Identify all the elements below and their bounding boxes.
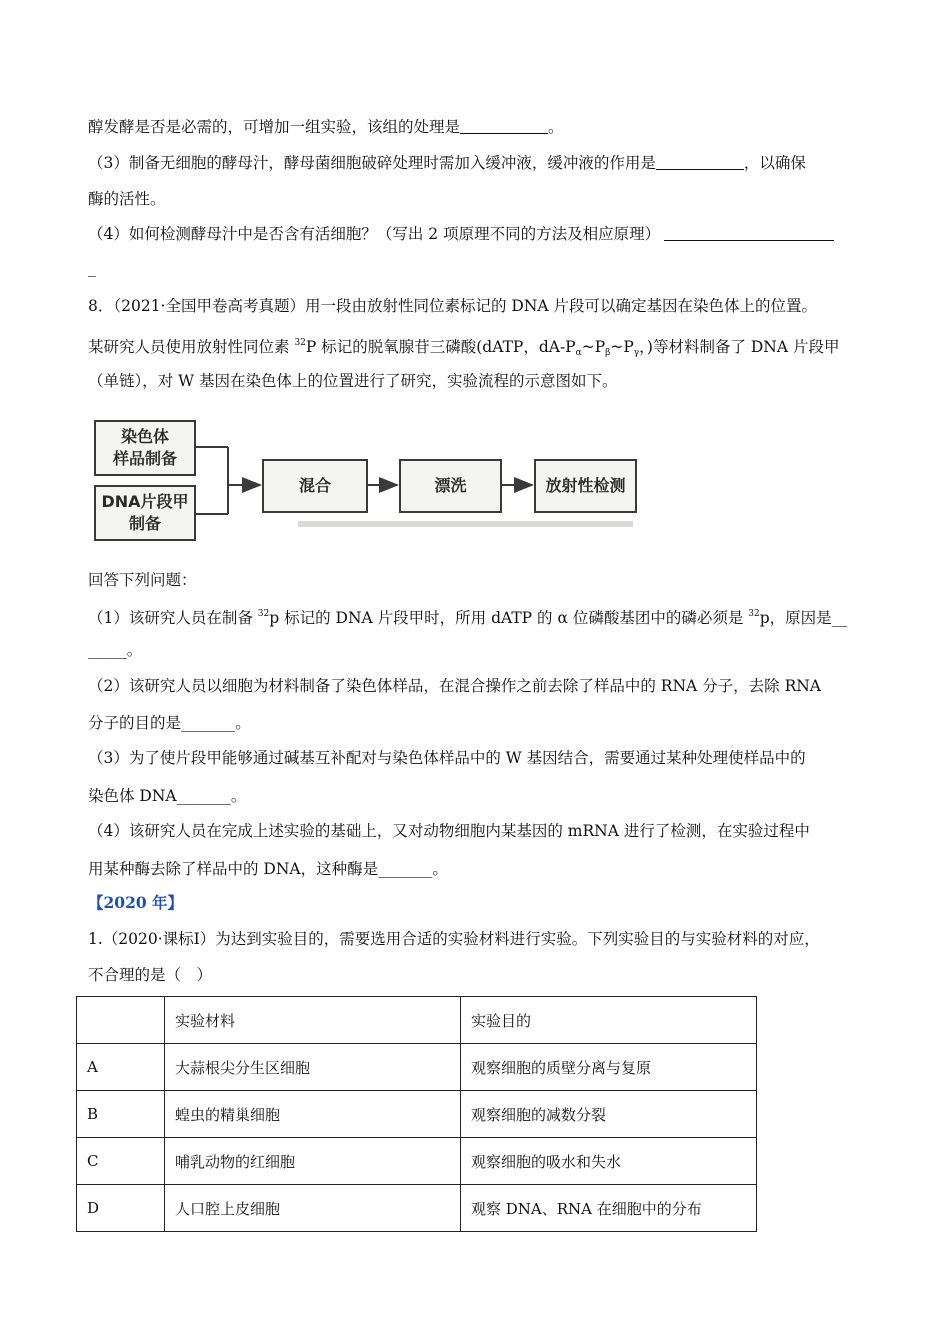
table-cell: 人口腔上皮细胞 [165,1185,461,1232]
box-chromosome-sample: 染色体 样品制备 [94,420,196,476]
q8-part-1-cont: _____。 [88,641,143,659]
q7-line-1: 醇发酵是否是必需的，可增加一组实验，该组的处理是 。 [88,118,564,136]
q8-intro-1: 8．（2021·全国甲卷高考真题）用一段由放射性同位素标记的 DNA 片段可以确定基因在染色体上的位置。 [88,297,818,315]
q1-line-2: 不合理的是（ ） [88,966,213,984]
q8-part-1: （1）该研究人员在制备 $^{32}$p 标记的 DNA 片段甲时，所用 dATP 的 α 位磷酸基团中的磷必须是 $^{32}$p，原因是__ [88,609,848,627]
q8-part-2: （2）该研究人员以细胞为材料制备了染色体样品，在混合操作之前去除了样品中的 RNA 分子，去除 RNA [88,677,821,695]
q8-part-4: （4）该研究人员在完成上述实验的基础上，又对动物细胞内某基因的 mRNA 进行了检测，在实验过程中 [88,822,810,840]
answer-blank[interactable] [664,225,834,241]
table-cell: 大蒜根尖分生区细胞 [165,1044,461,1091]
q8-intro-3: （单链），对 W 基因在染色体上的位置进行了研究，实验流程的示意图如下。 [88,372,618,390]
q7-line-2: （3）制备无细胞的酵母汁，酵母菌细胞破碎处理时需加入缓冲液，缓冲液的作用是 ，以确保 [88,154,806,172]
table-cell: 观察细胞的质壁分离与复原 [461,1044,757,1091]
table-cell: B [77,1091,165,1138]
answer-blank[interactable] [656,154,744,170]
answer-blank[interactable] [460,118,548,134]
table-row [77,1091,757,1138]
box-dna-fragment: DNA片段甲 制备 [94,485,196,541]
experiment-flow-diagram [88,412,640,547]
table-cell: C [77,1138,165,1185]
q1-line-1: 1.（2020·课标Ⅰ）为达到实验目的，需要选用合适的实验材料进行实验。下列实验目的与实验材料的对应， [88,930,820,948]
box-radioactivity-detection: 放射性检测 [534,459,637,513]
table-cell: D [77,1185,165,1232]
table-cell: 观察 DNA、RNA 在细胞中的分布 [461,1185,757,1232]
table-cell: 观察细胞的吸水和失水 [461,1138,757,1185]
table-cell: 哺乳动物的红细胞 [165,1138,461,1185]
q8-intro-2: 某研究人员使用放射性同位素 $^{32}$P 标记的脱氧腺苷三磷酸(dATP，$dA-P_\alpha\sim P_\beta\sim P_\gamma$，)等材料制备了 DNA 片段甲 [88,338,840,358]
table-header-row [77,997,757,1044]
q7-line-3: 酶的活性。 [88,190,166,208]
q7-line-4: （4）如何检测酵母汁中是否含有活细胞？（写出 2 项原理不同的方法及相应原理） [88,224,834,244]
q7-line-5: _ [88,259,96,277]
table-cell: A [77,1044,165,1091]
box-rinse: 漂洗 [399,459,502,513]
table-cell: 蝗虫的精巢细胞 [165,1091,461,1138]
table-cell: 观察细胞的减数分裂 [461,1091,757,1138]
table-cell: 实验目的 [461,997,757,1044]
box-mix: 混合 [262,459,368,513]
q8-part-3: （3）为了使片段甲能够通过碱基互补配对与染色体样品中的 W 基因结合，需要通过某种处理使样品中的 [88,749,806,767]
q8-part-3-cont: 染色体 DNA_______。 [88,787,247,805]
options-table [76,996,757,1232]
q8-part-2-cont: 分子的目的是_______。 [88,714,251,732]
q8-part-4-cont: 用某种酶去除了样品中的 DNA，这种酶是_______。 [88,860,448,878]
table-row [77,1138,757,1185]
table-cell [77,997,165,1044]
q8-answer-intro: 回答下列问题： [88,571,197,589]
table-row [77,1044,757,1091]
section-heading-2020: 【2020 年】 [88,893,184,912]
table-cell: 实验材料 [165,997,461,1044]
table-row [77,1185,757,1232]
